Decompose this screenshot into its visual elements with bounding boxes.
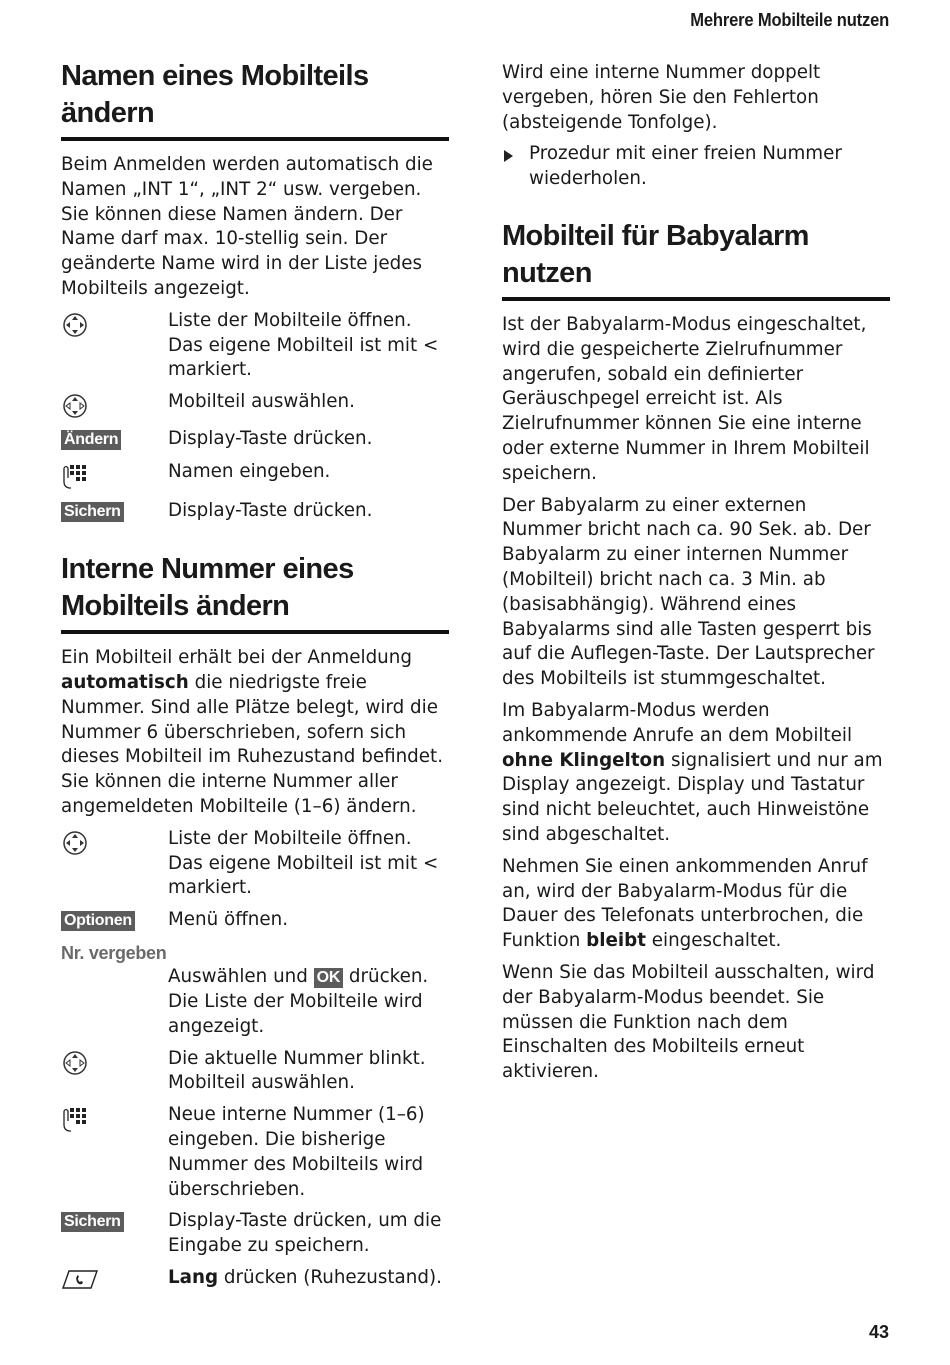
nav-key-icon: [61, 1047, 168, 1077]
step-text: Display-Taste drücken.: [168, 500, 373, 522]
step-text: Liste der Mobilteile öffnen. Das eigene Mobilteil ist mit < markiert.: [168, 309, 439, 381]
step-text: Liste der Mobilteile öffnen. Das eigene Mobilteil ist mit < markiert.: [168, 827, 439, 899]
step-optionen: [61, 908, 449, 934]
softkey-sichern[interactable]: Sichern: [61, 502, 124, 522]
softkey-optionen[interactable]: Optionen: [61, 911, 135, 931]
heading-babyalarm: Mobilteil für Babyalarm nutzen: [502, 218, 890, 301]
step-sichern-2: [61, 1209, 449, 1259]
softkey-aendern[interactable]: Ändern: [61, 430, 121, 450]
babyalarm-p3: Im Babyalarm-Modus werden ankommende Anrufe an dem Mobilteil ohne Klingelton signalisiert und nur am Display angezeigt. Display und Tastatur sind nicht beleuchtet, auch Hinweistöne sind abgeschaltet.: [502, 699, 883, 845]
step-number-blinks: [61, 1047, 449, 1097]
step-select: [61, 390, 449, 420]
step-aendern: [61, 427, 449, 453]
nav-key-icon: [61, 309, 168, 339]
softkey-sichern[interactable]: Sichern: [61, 1212, 124, 1232]
nav-key-icon: [61, 390, 168, 420]
softkey-ok[interactable]: OK: [314, 968, 343, 988]
running-header: Mehrere Mobilteile nutzen: [690, 10, 889, 30]
menu-item-nr-vergeben: Nr. vergeben: [61, 943, 167, 964]
step-text: Namen eingeben.: [168, 461, 331, 483]
step-text: Mobilteil auswählen.: [168, 391, 355, 413]
step-end-key: [61, 1266, 449, 1292]
section1-intro: Beim Anmelden werden automatisch die Namen „INT 1“, „INT 2“ usw. vergeben. Sie können diese Namen ändern. Der Name darf max. 10-stellig sein. Der geänderte Name wird in der Liste jedes Mobilteils angezeigt.: [61, 154, 433, 299]
step-text: Display-Taste drücken.: [168, 428, 373, 450]
right-column: [502, 61, 890, 1092]
step-select-ok: [61, 965, 449, 1039]
heading-namen-aendern: Namen eines Mobilteils ändern: [61, 58, 449, 141]
step-sichern: [61, 499, 449, 525]
step-text: Die aktuelle Nummer blinkt. Mobilteil auswählen.: [168, 1047, 426, 1094]
nav-key-icon: [61, 827, 168, 857]
left-column: [61, 58, 449, 1299]
duplicate-number-note: Wird eine interne Nummer doppelt vergeben, hören Sie den Fehlerton (absteigende Tonfolge).: [502, 62, 821, 133]
triangle-bullet-icon: [502, 142, 529, 192]
end-call-key-icon: [61, 1266, 168, 1292]
section2-intro: Ein Mobilteil erhält bei der Anmeldung automatisch die niedrigste freie Nummer. Sind alle Plätze belegt, wird die Nummer 6 überschrieben, sofern sich dieses Mobilteil im Ruhezustand befindet. Sie können die interne Nummer aller angemeldeten Mobilteile (1–6) ändern.: [61, 647, 444, 817]
babyalarm-p5: Wenn Sie das Mobilteil ausschalten, wird der Babyalarm-Modus beendet. Sie müssen die Funktion nach dem Einschalten des Mobilteils erneut aktivieren.: [502, 961, 875, 1083]
bullet-repeat: [502, 142, 890, 192]
page-number: 43: [868, 1322, 889, 1342]
step-text: Menü öffnen.: [168, 909, 289, 931]
step-text: Neue interne Nummer (1–6) eingeben. Die bisherige Nummer des Mobilteils wird überschrieben.: [168, 1104, 425, 1200]
step-enter-number: [61, 1103, 449, 1202]
step-text: Display-Taste drücken, um die Eingabe zu speichern.: [168, 1210, 442, 1257]
step-text: Lang drücken (Ruhezustand).: [168, 1266, 442, 1288]
step-text: Auswählen und OK drücken. Die Liste der Mobilteile wird angezeigt.: [168, 966, 429, 1037]
step-list-open: [61, 309, 449, 383]
babyalarm-p1: Ist der Babyalarm-Modus eingeschaltet, wird die gespeicherte Zielrufnummer angerufen, sobald ein definierter Geräuschpegel erreicht ist. Als Zielrufnummer können Sie eine interne oder externe Nummer in Ihrem Mobilteil speichern.: [502, 313, 870, 484]
step-list-open-2: [61, 827, 449, 901]
heading-interne-nummer: Interne Nummer eines Mobilteils ändern: [61, 551, 449, 634]
keypad-icon: [61, 1103, 168, 1135]
step-enter-name: [61, 460, 449, 492]
bullet-text: Prozedur mit einer freien Nummer wiederholen.: [529, 143, 842, 190]
keypad-icon: [61, 460, 168, 492]
babyalarm-p2: Der Babyalarm zu einer externen Nummer bricht nach ca. 90 Sek. ab. Der Babyalarm zu einer internen Nummer (Mobilteil) bricht nach ca. 3 Min. ab (basisabhängig). Während eines Babyalarms sind alle Tasten gesperrt bis auf die Auflegen-Taste. Der Lautsprecher des Mobilteils ist stummgeschaltet.: [502, 494, 875, 690]
babyalarm-p4: Nehmen Sie einen ankommenden Anruf an, wird der Babyalarm-Modus für die Dauer des Telefonats unterbrochen, die Funktion bleibt eingeschaltet.: [502, 855, 868, 952]
